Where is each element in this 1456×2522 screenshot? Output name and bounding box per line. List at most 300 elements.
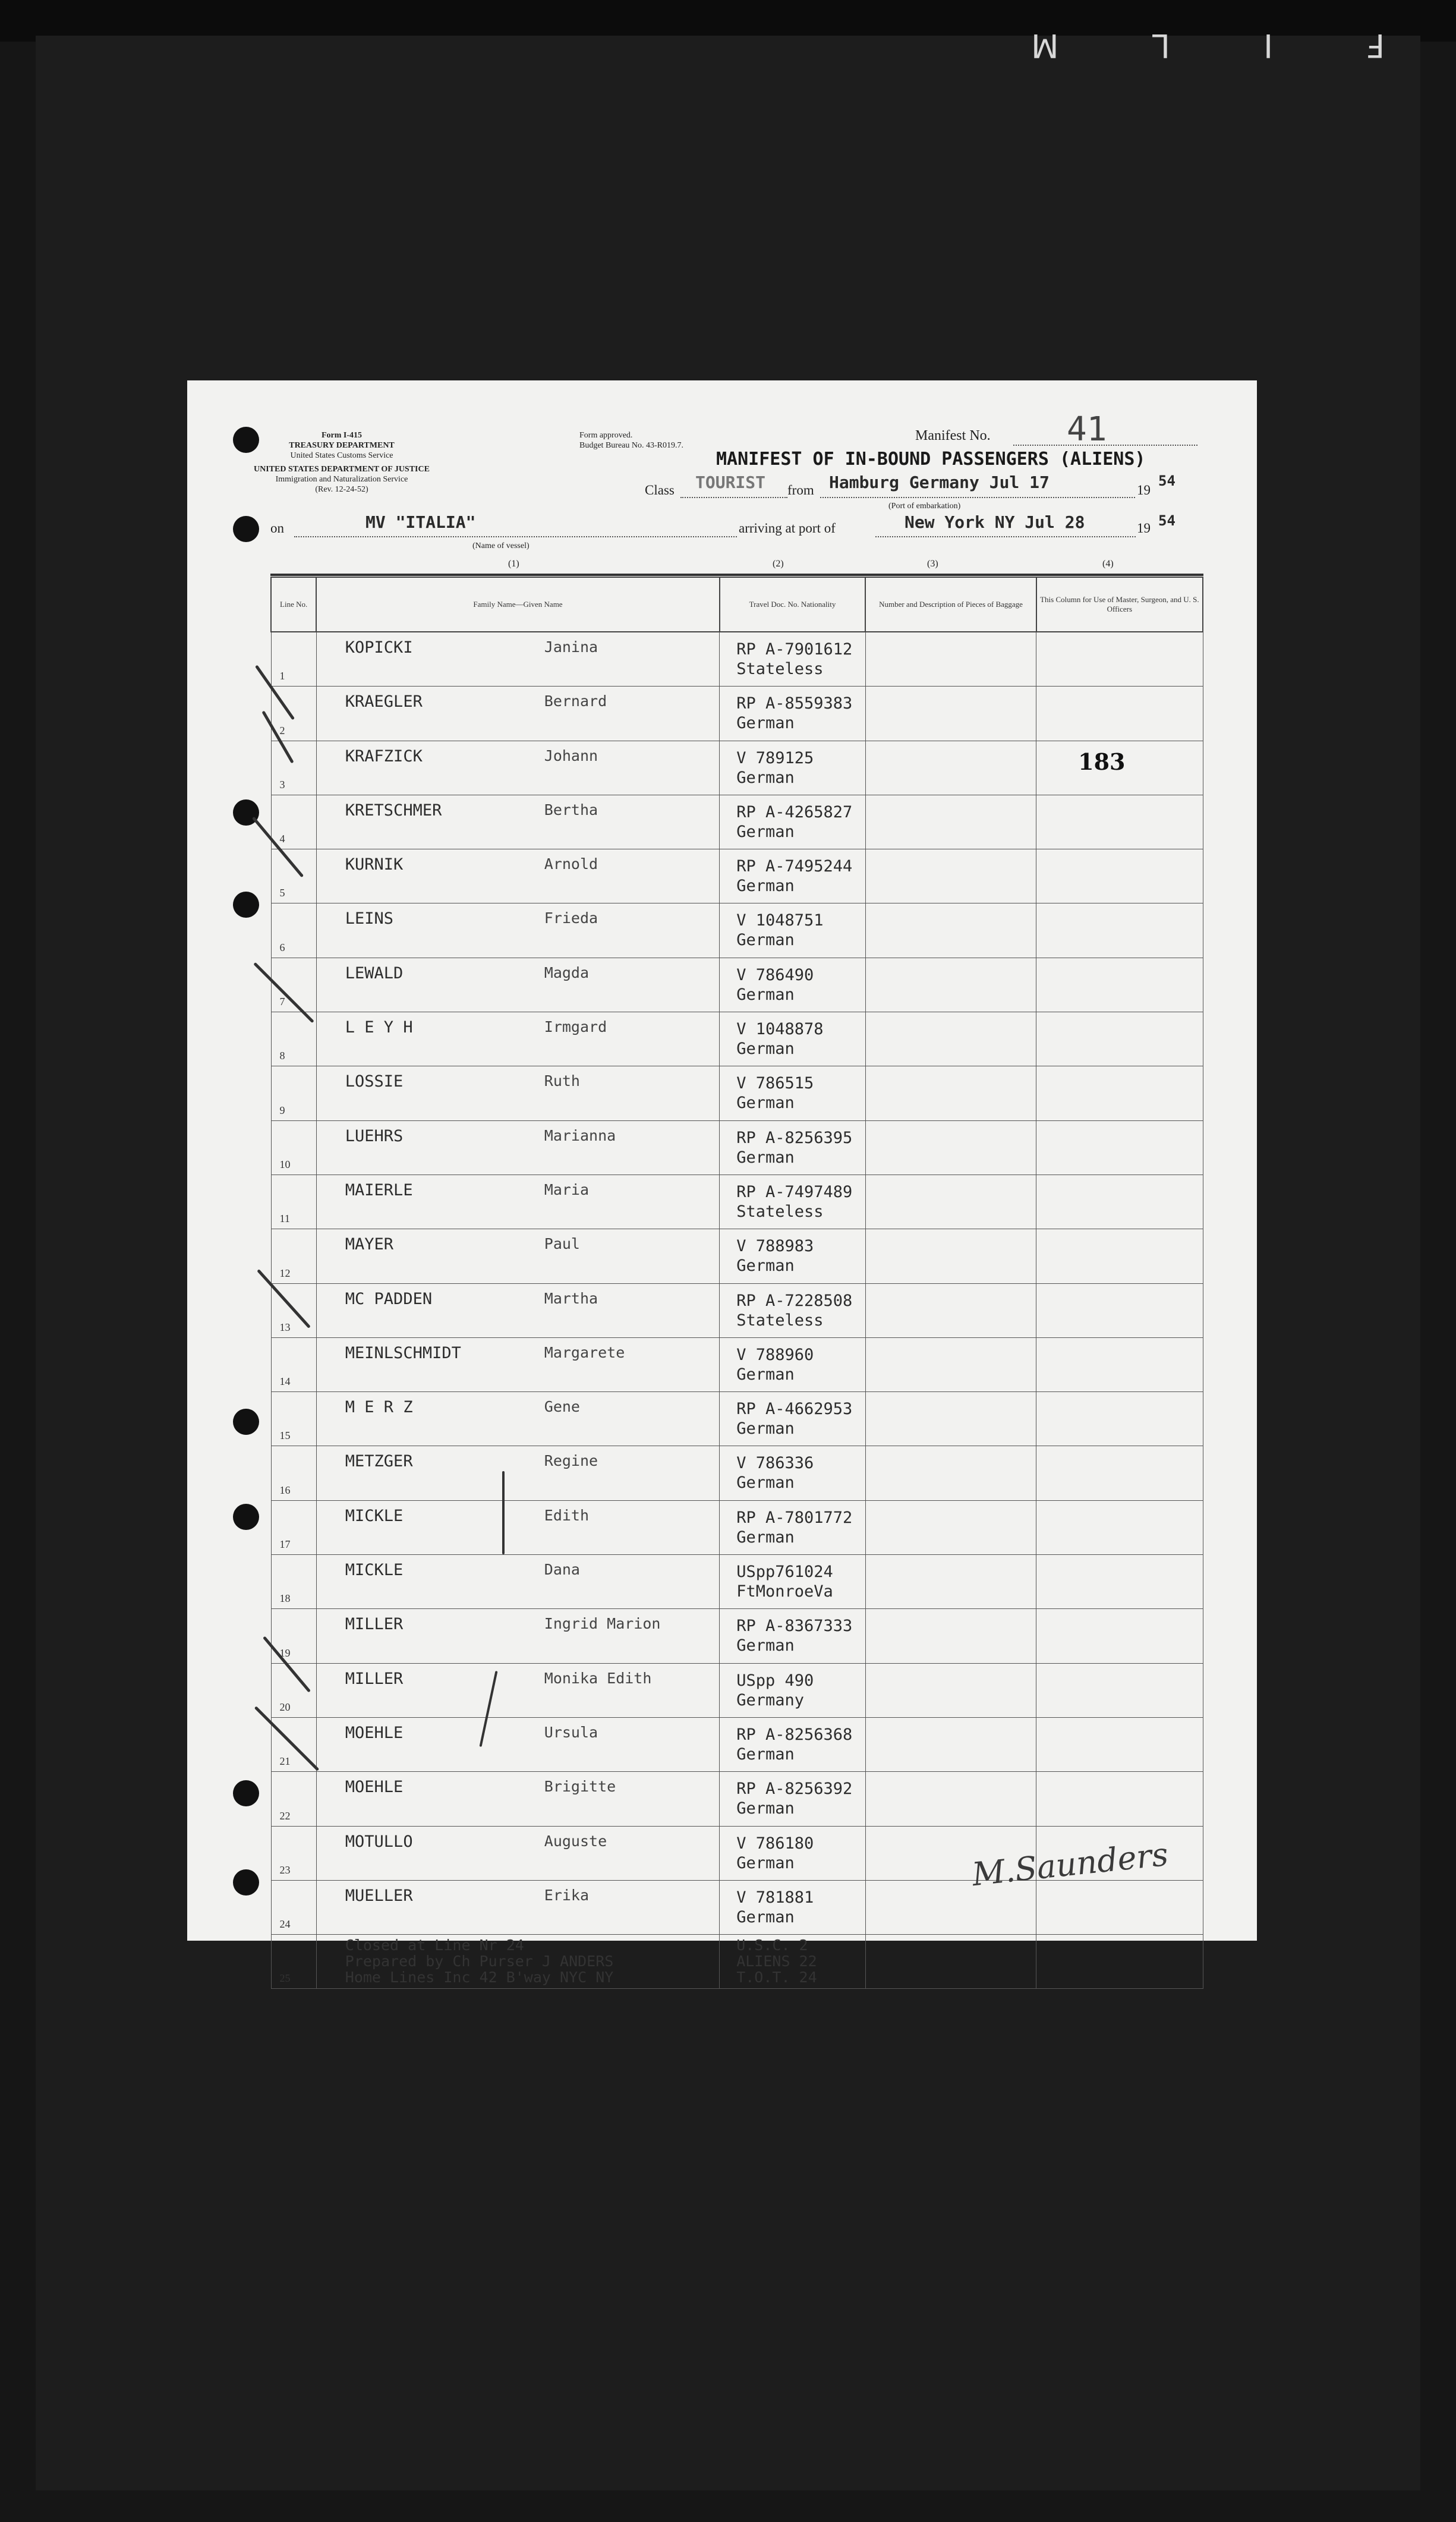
col-num-4: (4): [1102, 559, 1114, 569]
travel-doc-no: RP A-7497489: [736, 1182, 853, 1201]
manifest-no-label: Manifest No.: [915, 428, 991, 443]
doc-cell: [720, 1826, 866, 1880]
travel-doc-no: RP A-7228508: [736, 1291, 853, 1310]
name-cell: [316, 1880, 719, 1934]
doc-cell: [720, 687, 866, 741]
total-aliens: ALIENS 22: [736, 1953, 817, 1970]
family-name: MICKLE: [345, 1506, 404, 1525]
name-cell: [316, 1826, 719, 1880]
name-cell: [316, 1555, 719, 1609]
pen-stroke: [502, 1471, 505, 1554]
family-name: M E R Z: [345, 1398, 413, 1417]
table-header: [271, 577, 1203, 632]
nationality: German: [736, 1799, 795, 1818]
baggage-cell: [865, 1175, 1036, 1229]
table-row: [271, 1392, 1203, 1446]
doc-cell: [720, 1012, 866, 1066]
line-number: 20: [271, 1663, 316, 1717]
doc-cell: [720, 795, 866, 849]
line-number: 13: [271, 1283, 316, 1337]
name-cell: [316, 1717, 719, 1771]
line-number: 23: [271, 1826, 316, 1880]
binder-hole: [233, 1869, 259, 1896]
doc-cell: [720, 958, 866, 1012]
nationality: German: [736, 822, 795, 841]
on-label: on: [270, 521, 284, 536]
travel-doc-no: RP A-8367333: [736, 1617, 853, 1636]
name-cell: [316, 1446, 719, 1500]
baggage-cell: [865, 1066, 1036, 1120]
budget-bureau: Budget Bureau No. 43-R019.7.: [579, 441, 683, 450]
name-cell: [316, 795, 719, 849]
family-name: LEWALD: [345, 964, 404, 983]
doc-cell: [720, 1500, 866, 1554]
nationality: German: [736, 1365, 795, 1384]
closing-cell: [316, 1935, 719, 1989]
table-row: [271, 849, 1203, 903]
table-row: [271, 741, 1203, 795]
given-name: Paul: [544, 1235, 580, 1253]
manifest-no-value: 41: [1067, 410, 1107, 449]
line-number: 25: [271, 1935, 316, 1989]
line-number: 5: [271, 849, 316, 903]
travel-doc-no: USpp761024: [736, 1563, 833, 1582]
class-value: TOURIST: [695, 473, 766, 492]
doc-cell: [720, 1337, 866, 1391]
officer-signature: M.Saunders: [970, 1835, 1170, 1894]
company-text: Home Lines Inc 42 B'way NYC NY: [345, 1969, 614, 1986]
closing-text: Closed at Line Nr 24: [345, 1937, 524, 1954]
family-name: MUELLER: [345, 1886, 413, 1905]
form-approval: [579, 430, 683, 451]
line-number: 3: [271, 741, 316, 795]
doc-cell: [720, 741, 866, 795]
family-name: MOEHLE: [345, 1723, 404, 1742]
given-name: Edith: [544, 1506, 590, 1524]
officer-cell: [1036, 632, 1203, 687]
name-header: Family Name—Given Name: [316, 577, 719, 632]
family-name: KURNIK: [345, 855, 404, 874]
family-name: METZGER: [345, 1452, 413, 1471]
baggage-cell: [865, 1500, 1036, 1554]
baggage-cell: [865, 1446, 1036, 1500]
line-number: 10: [271, 1120, 316, 1175]
baggage-cell: [865, 958, 1036, 1012]
manifest-page: [187, 380, 1257, 1986]
given-name: Bernard: [544, 692, 607, 710]
officer-cell: [1036, 1283, 1203, 1337]
line-number: 2: [271, 687, 316, 741]
travel-doc-no: RP A-7901612: [736, 640, 853, 659]
nationality: German: [736, 1148, 795, 1167]
name-cell: [316, 849, 719, 903]
baggage-cell: [865, 1392, 1036, 1446]
officer-cell: [1036, 1500, 1203, 1554]
doc-cell: [720, 1392, 866, 1446]
family-name: LEINS: [345, 909, 394, 928]
manifest-title: MANIFEST OF IN-BOUND PASSENGERS (ALIENS): [716, 449, 1146, 470]
given-name: Auguste: [544, 1832, 607, 1850]
doc-cell: [720, 632, 866, 687]
name-cell: [316, 1283, 719, 1337]
nationality: German: [736, 1853, 795, 1872]
doc-cell: [720, 1717, 866, 1771]
family-name: MC PADDEN: [345, 1289, 433, 1308]
table-row: [271, 1175, 1203, 1229]
ins-service: Immigration and Naturalization Service: [275, 475, 408, 484]
officer-cell: [1036, 1012, 1203, 1066]
travel-doc-no: RP A-7495244: [736, 857, 853, 876]
line-no-header: Line No.: [271, 577, 316, 632]
line-number: 17: [271, 1500, 316, 1554]
nationality: German: [736, 1473, 795, 1493]
officers-header: This Column for Use of Master, Surgeon, and U. S. Officers: [1036, 577, 1203, 632]
doc-cell: [720, 1446, 866, 1500]
nationality: Stateless: [736, 660, 824, 678]
from-line: [820, 497, 1135, 498]
table-row: [271, 1772, 1203, 1826]
given-name: Frieda: [544, 909, 598, 927]
nationality: German: [736, 1094, 795, 1113]
line-number: 18: [271, 1555, 316, 1609]
table-row: [271, 1120, 1203, 1175]
baggage-cell: [865, 1935, 1036, 1989]
nationality: Germany: [736, 1690, 804, 1709]
officer-cell: [1036, 849, 1203, 903]
officer-cell: [1036, 1717, 1203, 1771]
given-name: Johann: [544, 747, 598, 764]
family-name: MAIERLE: [345, 1180, 413, 1199]
baggage-cell: [865, 1717, 1036, 1771]
baggage-cell: [865, 1337, 1036, 1391]
table-row: [271, 1283, 1203, 1337]
table-row: [271, 795, 1203, 849]
line-number: 11: [271, 1175, 316, 1229]
from-label: from: [787, 483, 814, 498]
doc-cell: [720, 903, 866, 958]
nationality: German: [736, 1419, 795, 1438]
given-name: Margarete: [544, 1343, 625, 1361]
given-name: Arnold: [544, 855, 598, 873]
baggage-cell: [865, 849, 1036, 903]
vessel-line: [294, 536, 737, 537]
doc-cell: [720, 1555, 866, 1609]
treasury-dept: TREASURY DEPARTMENT: [289, 441, 395, 450]
family-name: LUEHRS: [345, 1126, 404, 1145]
officer-cell: [1036, 1609, 1203, 1663]
officer-cell: [1036, 958, 1203, 1012]
arriving-line: [875, 536, 1136, 537]
family-name: KRAFZICK: [345, 747, 423, 766]
name-cell: [316, 1500, 719, 1554]
officer-cell: [1036, 741, 1203, 795]
family-name: KOPICKI: [345, 638, 413, 657]
name-cell: [316, 1392, 719, 1446]
doc-cell: [720, 1120, 866, 1175]
travel-doc-no: RP A-8256368: [736, 1725, 853, 1744]
form-approved: Form approved.: [579, 431, 633, 440]
name-cell: [316, 1772, 719, 1826]
officer-cell: [1036, 1880, 1203, 1934]
total-usc: U.S.C. 2: [736, 1937, 808, 1954]
baggage-cell: [865, 795, 1036, 849]
year-prefix-from: 19: [1137, 483, 1151, 498]
col-num-2: (2): [773, 559, 784, 569]
vessel-caption: (Name of vessel): [472, 541, 530, 550]
travel-doc-no: RP A-8559383: [736, 694, 853, 713]
given-name: Erika: [544, 1886, 590, 1904]
nationality: German: [736, 714, 795, 733]
customs-service: United States Customs Service: [290, 451, 393, 460]
line-number: 16: [271, 1446, 316, 1500]
officer-cell: [1036, 1175, 1203, 1229]
line-number: 9: [271, 1066, 316, 1120]
name-cell: [316, 741, 719, 795]
form-agency-block: [253, 430, 431, 495]
name-cell: [316, 1609, 719, 1663]
name-cell: [316, 1229, 719, 1283]
travel-doc-no: V 788983: [736, 1237, 814, 1256]
total-tot: T.O.T. 24: [736, 1969, 817, 1986]
baggage-cell: [865, 903, 1036, 958]
nationality: German: [736, 877, 795, 896]
travel-doc-no: USpp 490: [736, 1671, 814, 1690]
name-cell: [316, 958, 719, 1012]
arriving-label: arriving at port of: [739, 521, 836, 536]
officer-cell: [1036, 1066, 1203, 1120]
given-name: Brigitte: [544, 1778, 616, 1796]
line-number: 24: [271, 1880, 316, 1934]
travel-doc-no: V 786515: [736, 1074, 814, 1093]
class-label: Class: [645, 483, 675, 498]
class-line: [680, 497, 787, 498]
table-row: [271, 903, 1203, 958]
name-cell: [316, 632, 719, 687]
travel-doc-no: V 786336: [736, 1454, 814, 1473]
name-cell: [316, 1663, 719, 1717]
travel-doc-no: RP A-4265827: [736, 802, 853, 821]
baggage-cell: [865, 1283, 1036, 1337]
line-number: 8: [271, 1012, 316, 1066]
nationality: German: [736, 768, 795, 787]
given-name: Dana: [544, 1561, 580, 1579]
doc-cell: [720, 1609, 866, 1663]
family-name: KRAEGLER: [345, 692, 423, 711]
officer-cell: [1036, 1392, 1203, 1446]
table-row: [271, 1500, 1203, 1554]
binder-hole: [233, 1780, 259, 1806]
doc-cell: [720, 1772, 866, 1826]
family-name: MILLER: [345, 1615, 404, 1634]
given-name: Ursula: [544, 1723, 598, 1741]
officer-cell: [1036, 1935, 1203, 1989]
doc-cell: [720, 849, 866, 903]
binder-hole: [233, 516, 259, 542]
doc-cell: [720, 1663, 866, 1717]
nationality: German: [736, 1745, 795, 1764]
family-name: KRETSCHMER: [345, 801, 442, 820]
year-from: 54: [1158, 473, 1175, 489]
film-label: F I L M: [989, 27, 1385, 64]
family-name: MOTULLO: [345, 1832, 413, 1851]
travel-doc-no: V 788960: [736, 1345, 814, 1364]
passenger-rows: [271, 632, 1203, 1989]
port-embark-caption: (Port of embarkation): [888, 502, 961, 511]
doc-cell: [720, 1283, 866, 1337]
travel-doc-no: V 789125: [736, 748, 814, 767]
officer-cell: [1036, 687, 1203, 741]
name-cell: [316, 1066, 719, 1120]
line-number: 21: [271, 1717, 316, 1771]
officer-note: 183: [1078, 748, 1126, 775]
baggage-cell: [865, 1555, 1036, 1609]
table-row: [271, 1337, 1203, 1391]
table-row: [271, 1555, 1203, 1609]
nationality: German: [736, 1528, 795, 1547]
totals-cell: [720, 1935, 866, 1989]
table-row: [271, 1609, 1203, 1663]
line-number: 22: [271, 1772, 316, 1826]
table-row: [271, 1066, 1203, 1120]
table-row: [271, 958, 1203, 1012]
line-number: 6: [271, 903, 316, 958]
preparer-text: Prepared by Ch Purser J ANDERS: [345, 1953, 614, 1970]
nationality: German: [736, 985, 795, 1004]
family-name: MILLER: [345, 1669, 404, 1688]
given-name: Ingrid Marion: [544, 1615, 661, 1633]
given-name: Regine: [544, 1452, 598, 1470]
header-rule: [270, 574, 1203, 576]
baggage-cell: [865, 1229, 1036, 1283]
travel-doc-no: RP A-7801772: [736, 1508, 853, 1527]
travel-doc-no: RP A-8256392: [736, 1780, 853, 1799]
line-number: 1: [271, 632, 316, 687]
line-number: 12: [271, 1229, 316, 1283]
travel-doc-no: V 781881: [736, 1888, 814, 1907]
given-name: Irmgard: [544, 1018, 607, 1036]
given-name: Marianna: [544, 1126, 616, 1144]
table-row: [271, 1663, 1203, 1717]
nationality: German: [736, 1257, 795, 1276]
year-prefix-arrive: 19: [1137, 521, 1151, 536]
name-cell: [316, 1175, 719, 1229]
col-num-3: (3): [927, 559, 938, 569]
name-cell: [316, 1337, 719, 1391]
officer-cell: [1036, 903, 1203, 958]
travel-doc-no: RP A-8256395: [736, 1128, 853, 1147]
line-number: 4: [271, 795, 316, 849]
given-name: Ruth: [544, 1072, 580, 1090]
name-cell: [316, 903, 719, 958]
nationality: German: [736, 931, 795, 950]
family-name: MEINLSCHMIDT: [345, 1343, 461, 1362]
arriving-value: New York NY Jul 28: [905, 512, 1085, 532]
baggage-cell: [865, 687, 1036, 741]
officer-cell: [1036, 795, 1203, 849]
given-name: Monika Edith: [544, 1669, 652, 1687]
name-cell: [316, 1120, 719, 1175]
table-row: [271, 687, 1203, 741]
revision-date: (Rev. 12-24-52): [315, 485, 368, 494]
line-number: 7: [271, 958, 316, 1012]
baggage-cell: [865, 1120, 1036, 1175]
given-name: Maria: [544, 1180, 590, 1198]
doc-cell: [720, 1229, 866, 1283]
from-value: Hamburg Germany Jul 17: [829, 473, 1050, 492]
officer-cell: [1036, 1663, 1203, 1717]
doc-cell: [720, 1880, 866, 1934]
family-name: MICKLE: [345, 1561, 404, 1580]
baggage-cell: [865, 1012, 1036, 1066]
binder-hole: [233, 1504, 259, 1530]
table-row: [271, 1717, 1203, 1771]
travel-doc-no: V 1048878: [736, 1020, 824, 1039]
given-name: Magda: [544, 964, 590, 981]
nationality: German: [736, 1040, 795, 1059]
name-cell: [316, 1012, 719, 1066]
table-row: [271, 1229, 1203, 1283]
name-cell: [316, 687, 719, 741]
closing-row: [271, 1935, 1203, 1989]
family-name: LOSSIE: [345, 1072, 404, 1091]
baggage-cell: [865, 1609, 1036, 1663]
table-row: [271, 632, 1203, 687]
baggage-cell: [865, 1772, 1036, 1826]
given-name: Janina: [544, 638, 598, 656]
doc-header: Travel Doc. No. Nationality: [720, 577, 866, 632]
nationality: FtMonroeVa: [736, 1582, 833, 1601]
binder-hole: [233, 892, 259, 918]
travel-doc-no: V 786490: [736, 965, 814, 984]
given-name: Martha: [544, 1289, 598, 1307]
line-number: 19: [271, 1609, 316, 1663]
officer-cell: [1036, 1555, 1203, 1609]
travel-doc-no: RP A-4662953: [736, 1400, 853, 1419]
table-row: [271, 1880, 1203, 1934]
officer-cell: [1036, 1772, 1203, 1826]
family-name: MOEHLE: [345, 1778, 404, 1797]
nationality: German: [736, 1636, 795, 1655]
vessel-name: MV "ITALIA": [365, 512, 476, 532]
nationality: German: [736, 1907, 795, 1926]
nationality: Stateless: [736, 1202, 824, 1221]
given-name: Bertha: [544, 801, 598, 818]
line-number: 15: [271, 1392, 316, 1446]
passenger-table: [270, 577, 1203, 1989]
table-row: [271, 1446, 1203, 1500]
justice-dept: UNITED STATES DEPARTMENT OF JUSTICE: [254, 465, 430, 474]
baggage-cell: [865, 1663, 1036, 1717]
officer-cell: [1036, 1337, 1203, 1391]
family-name: MAYER: [345, 1235, 394, 1254]
year-arrive: 54: [1158, 512, 1175, 529]
baggage-header: Number and Description of Pieces of Baggage: [865, 577, 1036, 632]
baggage-cell: [865, 632, 1036, 687]
officer-cell: [1036, 1229, 1203, 1283]
line-number: 14: [271, 1337, 316, 1391]
table-row: [271, 1012, 1203, 1066]
officer-cell: [1036, 1446, 1203, 1500]
binder-hole: [233, 1409, 259, 1435]
form-number: Form I-415: [321, 431, 363, 440]
travel-doc-no: V 1048751: [736, 911, 824, 930]
col-num-1: (1): [508, 559, 519, 569]
doc-cell: [720, 1175, 866, 1229]
family-name: L E Y H: [345, 1018, 413, 1037]
nationality: Stateless: [736, 1311, 824, 1330]
given-name: Gene: [544, 1398, 580, 1416]
doc-cell: [720, 1066, 866, 1120]
